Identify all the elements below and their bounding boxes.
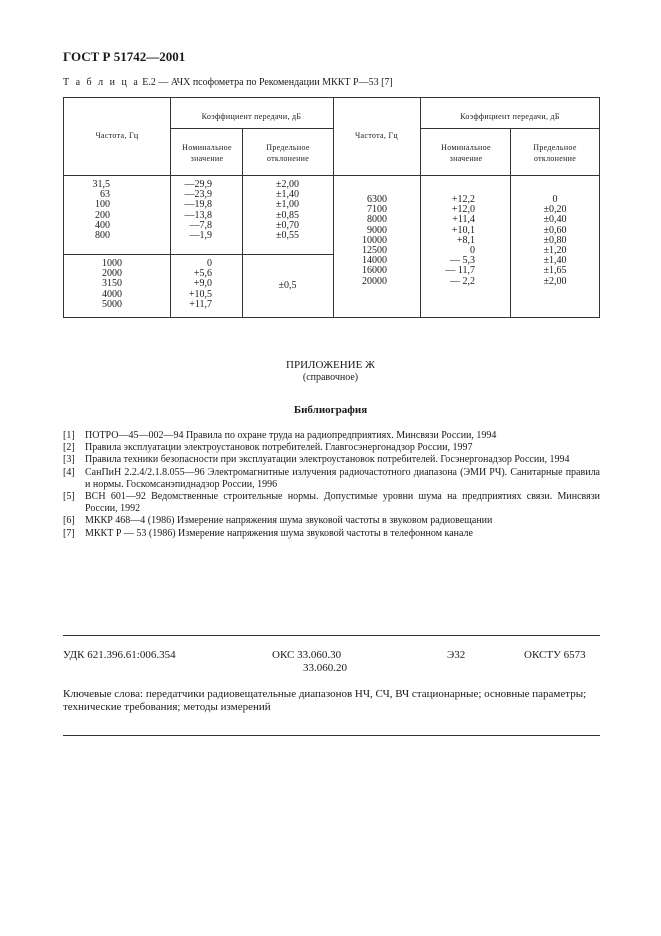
left-group2-frequencies xyxy=(64,259,122,310)
table-cell-nominal: —29,9 xyxy=(184,179,212,190)
table-cell-nominal: +10,5 xyxy=(188,288,212,300)
table-cell-nominal: —19,8 xyxy=(184,199,212,211)
table-cell-nominal: +11,7 xyxy=(189,298,212,310)
table-cell-frequency: 100 xyxy=(95,199,110,211)
table-cell-deviation: ±1,20 xyxy=(543,245,567,257)
bibliography-item-text: Правила техники безопасности при эксплуатации электроустановок потребителей. Госэнергонадзор России, 1994 xyxy=(85,454,570,466)
table-cell-deviation: ±1,40 xyxy=(543,255,567,267)
table-cell-deviation: ±1,65 xyxy=(543,265,567,277)
bibliography-item xyxy=(63,454,600,466)
bibliography-item xyxy=(63,467,600,491)
table-cell-nominal: +12,0 xyxy=(451,204,475,216)
e-code: Э32 xyxy=(447,649,466,661)
table-cell-frequency: 5000 xyxy=(102,298,122,310)
left-nominal-header: Номинальное значение xyxy=(182,143,232,163)
table-cell-deviation: ±0,60 xyxy=(543,224,567,236)
left-group1-frequencies xyxy=(64,180,110,241)
bibliography-item-text: МККТ Р — 53 (1986) Измерение напряжения шума звуковой частоты в телефонном канале xyxy=(85,527,473,539)
left-group2-deviation: ±0,5 xyxy=(278,280,297,291)
table-cell-deviation: 0 xyxy=(552,194,558,205)
table-cell-frequency: 800 xyxy=(95,230,110,242)
table-cell-nominal: 0 xyxy=(207,258,212,269)
left-group1-nominal xyxy=(174,180,212,241)
table-cell-deviation: ±0,70 xyxy=(276,219,299,231)
table-cell-deviation: ±0,20 xyxy=(543,204,567,216)
right-deviation-header: Предельное отклонение xyxy=(533,143,577,163)
udk-code: УДК 621.396.61:006.354 xyxy=(63,649,176,661)
table-cell-nominal: 0 xyxy=(470,245,475,257)
table-cell-frequency: 10000 xyxy=(362,234,387,246)
table-cell-deviation: ±0,40 xyxy=(543,214,567,226)
table-cell-nominal: +11,4 xyxy=(452,214,475,226)
bibliography-list xyxy=(63,430,600,540)
right-nominal-header: Номинальное значение xyxy=(441,143,491,163)
table-cell-frequency: 1000 xyxy=(102,258,122,269)
table-cell-frequency: 16000 xyxy=(362,265,387,277)
table-cell-frequency: 7100 xyxy=(367,204,387,216)
table-cell-nominal: +12,2 xyxy=(451,194,475,205)
bibliography-item xyxy=(63,528,600,540)
appendix-title: ПРИЛОЖЕНИЕ Ж xyxy=(286,359,375,371)
table-cell-frequency: 14000 xyxy=(362,255,387,267)
table-cell-deviation: ±1,00 xyxy=(276,199,299,211)
table-cell-nominal: +8,1 xyxy=(456,234,475,246)
left-group2-nominal xyxy=(174,259,212,310)
bibliography-item-text: СанПиН 2.2.4/2.1.8.055—96 Электромагнитные излучения радиочастотного диапазона (ЭМИ РЧ). Санитарные правила и нормы. Госкомсанэпиднадзор России, 1996 xyxy=(85,466,600,490)
table-cell-frequency: 20000 xyxy=(362,275,387,287)
table-cell-frequency: 400 xyxy=(95,219,110,231)
grid-line xyxy=(170,128,333,129)
bibliography-item-number: [2] xyxy=(63,442,75,454)
table-cell-nominal: —7,8 xyxy=(189,219,212,231)
left-deviation-header: Предельное отклонение xyxy=(266,143,310,163)
left-group1-deviation xyxy=(242,180,333,241)
left-coef-header: Коэффициент передачи, дБ xyxy=(201,112,302,121)
grid-line xyxy=(64,175,599,176)
left-freq-header: Частота, Гц xyxy=(95,131,139,140)
footer-divider xyxy=(63,635,600,636)
table-cell-nominal: —13,8 xyxy=(184,209,212,221)
bibliography-item-text: ПОТРО—45—002—94 Правила по охране труда на радиопредприятиях. Минсвязи России, 1994 xyxy=(85,430,497,441)
bibliography-item xyxy=(63,442,600,454)
bibliography-item xyxy=(63,491,600,515)
bibliography-item-text: Правила эксплуатации электроустановок потребителей. Главгосэнергонадзор России, 1997 xyxy=(85,442,473,454)
table-cell-deviation: ±1,40 xyxy=(276,189,299,201)
table-cell-deviation: ±0,85 xyxy=(276,209,299,221)
bibliography-item-number: [1] xyxy=(63,430,75,441)
table-cell-deviation: ±0,55 xyxy=(276,230,299,242)
table-caption-text: Е.2 — АЧХ псофометра по Рекомендации МККТ Р—53 [7] xyxy=(139,77,393,88)
table-cell-frequency: 8000 xyxy=(367,214,387,226)
bibliography-item-text: МККР 468—4 (1986) Измерение напряжения шума звуковой частоты в звуковом радиовещании xyxy=(85,515,493,527)
table-cell-nominal: +9,0 xyxy=(193,278,212,290)
grid-line xyxy=(170,98,171,317)
table-cell-nominal: — 2,2 xyxy=(450,275,475,287)
table-cell-frequency: 63 xyxy=(100,189,110,201)
table-cell-frequency: 9000 xyxy=(367,224,387,236)
table-cell-frequency: 12500 xyxy=(362,245,387,257)
right-nominal xyxy=(420,195,475,287)
table-cell-frequency: 3150 xyxy=(102,278,122,290)
table-cell-nominal: —23,9 xyxy=(184,189,212,201)
table-cell-deviation: ±2,00 xyxy=(276,179,299,190)
bibliography-item-number: [3] xyxy=(63,454,75,466)
keywords: Ключевые слова: передатчики радиовещательные диапазонов НЧ, СЧ, ВЧ стационарные; основные параметры; технические требования; методы измерений xyxy=(63,688,587,713)
appendix-subtitle: (справочное) xyxy=(302,372,359,383)
frequency-response-table xyxy=(63,97,600,318)
oks-code-1: ОКС 33.060.30 xyxy=(272,649,342,661)
bibliography-item-number: [5] xyxy=(63,491,75,503)
bibliography-item-number: [7] xyxy=(63,527,75,539)
table-cell-frequency: 4000 xyxy=(102,288,122,300)
right-freq-header: Частота, Гц xyxy=(355,131,398,140)
bibliography-item-text: ВСН 601—92 Ведомственные строительные нормы. Допустимые уровни шума на предприятиях связи. Минсвязи России, 1992 xyxy=(85,491,600,515)
table-cell-deviation: ±0,80 xyxy=(543,234,567,246)
bibliography-title: Библиография xyxy=(293,404,368,416)
okstu-code: ОКСТУ 6573 xyxy=(524,649,586,661)
table-cell-nominal: +10,1 xyxy=(451,224,475,236)
grid-line xyxy=(420,128,600,129)
table-cell-frequency: 2000 xyxy=(102,268,122,280)
table-cell-frequency: 6300 xyxy=(367,194,387,205)
grid-line xyxy=(64,254,333,255)
table-cell-nominal: —1,9 xyxy=(189,230,212,242)
oks-code-2: 33.060.20 xyxy=(303,662,347,674)
table-caption xyxy=(63,77,393,88)
document-header: ГОСТ Р 51742—2001 xyxy=(63,49,186,64)
table-cell-frequency: 31,5 xyxy=(92,179,110,190)
bibliography-item xyxy=(63,430,600,442)
table-cell-nominal: — 11,7 xyxy=(445,265,475,277)
right-deviation xyxy=(510,195,600,287)
table-caption-prefix: Т а б л и ц а xyxy=(63,77,140,88)
table-cell-frequency: 200 xyxy=(95,209,110,221)
right-frequencies xyxy=(333,195,387,287)
right-coef-header: Коэффициент передачи, дБ xyxy=(460,112,560,121)
bottom-divider xyxy=(63,735,600,736)
bibliography-item-number: [4] xyxy=(63,466,75,478)
table-cell-nominal: — 5,3 xyxy=(450,255,475,267)
bibliography-item xyxy=(63,515,600,527)
table-cell-nominal: +5,6 xyxy=(193,268,212,280)
table-cell-deviation: ±2,00 xyxy=(543,275,567,287)
bibliography-item-number: [6] xyxy=(63,515,75,527)
